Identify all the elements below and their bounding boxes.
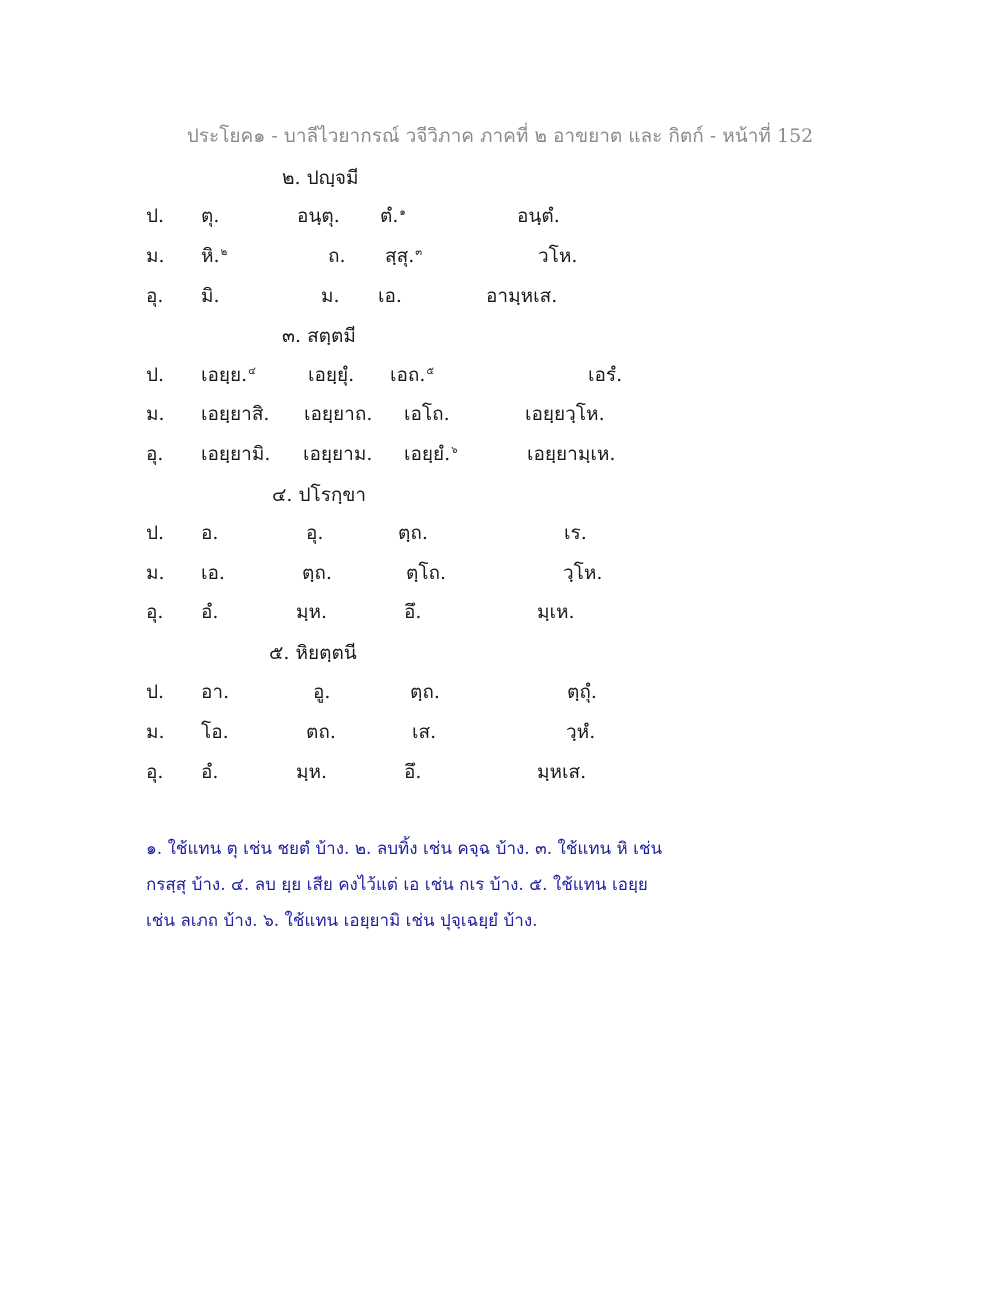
ending-cell: เอยฺยามิ. [201,443,271,465]
section-title: ๒. ปญฺจมี [282,167,359,189]
ending-cell: เอถ.$^๕$ [390,364,435,386]
ending-cell: อึ. [404,761,422,783]
ending-cell: เอยฺยามฺเห. [527,443,616,465]
person-label: ม. [146,721,165,743]
ending-cell: เอ. [201,562,225,584]
ending-cell: มฺห. [296,601,328,623]
ending-cell: เอยฺยวฺโห. [525,403,605,425]
ending-cell: ถ. [328,245,346,267]
footnote-line: กรสฺสุ บ้าง. ๔. ลบ ยฺย เสีย คงไว้แต่ เอ เช่น กเร บ้าง. ๕. ใช้แทน เอยฺย [146,875,648,895]
ending-cell: มฺห. [296,761,328,783]
ending-cell: อึ. [404,601,422,623]
conjugation-row [0,399,1000,429]
ending-cell: มฺหเส. [537,761,587,783]
person-label: อุ. [146,761,164,783]
conjugation-row [0,241,1000,271]
conjugation-row [0,518,1000,548]
conjugation-row [0,717,1000,747]
ending-cell: อามฺหเส. [486,285,558,307]
ending-cell: เอยฺยุํ. [308,364,355,386]
ending-cell: เอยฺยาม. [303,443,373,465]
section-title: ๔. ปโรกฺขา [272,484,367,506]
conjugation-row [0,201,1000,231]
ending-cell: ตุ. [201,205,220,227]
ending-cell: เอยฺยาถ. [304,403,373,425]
person-label: อุ. [146,601,164,623]
conjugation-row [0,597,1000,627]
ending-cell: เส. [412,721,437,743]
person-label: ม. [146,403,165,425]
person-label: อุ. [146,285,164,307]
page-header: ประโยค๑ - บาลีไวยากรณ์ วจีวิภาค ภาคที่ ๒ อาขยาต และ กิตก์ - หน้าที่ 152 [186,125,814,147]
ending-cell: โอ. [201,721,229,743]
ending-cell: อํ. [201,761,219,783]
person-label: ม. [146,562,165,584]
footnote-line: เช่น ลเภถ บ้าง. ๖. ใช้แทน เอยฺยามิ เช่น ปุจฺเฉยฺยํ บ้าง. [146,911,538,931]
ending-cell: ม. [321,285,340,307]
conjugation-row [0,439,1000,469]
ending-cell: อา. [201,681,230,703]
ending-cell: วโห. [538,245,578,267]
ending-cell: ตฺถุํ. [567,681,597,703]
conjugation-row [0,558,1000,588]
ending-cell: ตฺถ. [302,562,332,584]
person-label: ป. [146,681,165,703]
ending-cell: ตฺโถ. [406,562,447,584]
person-label: ม. [146,245,165,267]
ending-cell: อนฺตํ. [517,205,560,227]
ending-cell: อนฺตุ. [297,205,340,227]
person-label: ป. [146,364,165,386]
ending-cell: ตฺถ. [398,522,428,544]
person-label: ป. [146,205,165,227]
ending-cell: หิ.$^๒$ [201,245,228,267]
person-label: อุ. [146,443,164,465]
ending-cell: เอยฺยาสิ. [201,403,270,425]
ending-cell: ตฺถ. [410,681,440,703]
ending-cell: เอ. [378,285,402,307]
ending-cell: อํ. [201,601,219,623]
conjugation-row [0,360,1000,390]
ending-cell: อ. [201,522,219,544]
conjugation-row [0,757,1000,787]
ending-cell: อุ. [306,522,324,544]
conjugation-row [0,677,1000,707]
ending-cell: เอยฺย.$^๔$ [201,364,256,386]
footnote-line: ๑. ใช้แทน ตุ เช่น ชยตํ บ้าง. ๒. ลบทิ้ง เช่น คจฺฉ บ้าง. ๓. ใช้แทน หิ เช่น [146,839,663,859]
ending-cell: เร. [564,522,587,544]
ending-cell: ตถ. [306,721,336,743]
section-title: ๓. สตฺตมี [282,325,356,347]
ending-cell: มิ. [201,285,220,307]
section-title: ๕. หิยตฺตนี [269,642,357,664]
footnotes [146,831,786,939]
ending-cell: มฺเห. [537,601,575,623]
ending-cell: วฺโห. [563,562,603,584]
conjugation-row [0,281,1000,311]
ending-cell: สฺสุ.$^๓$ [385,245,423,267]
ending-cell: อู. [313,681,331,703]
ending-cell: ตํ.$^๑$ [380,205,406,227]
ending-cell: เอโถ. [404,403,450,425]
person-label: ป. [146,522,165,544]
ending-cell: วฺหํ. [566,721,596,743]
ending-cell: เอยฺยํ.$^๖$ [404,443,458,465]
ending-cell: เอรํ. [588,364,623,386]
